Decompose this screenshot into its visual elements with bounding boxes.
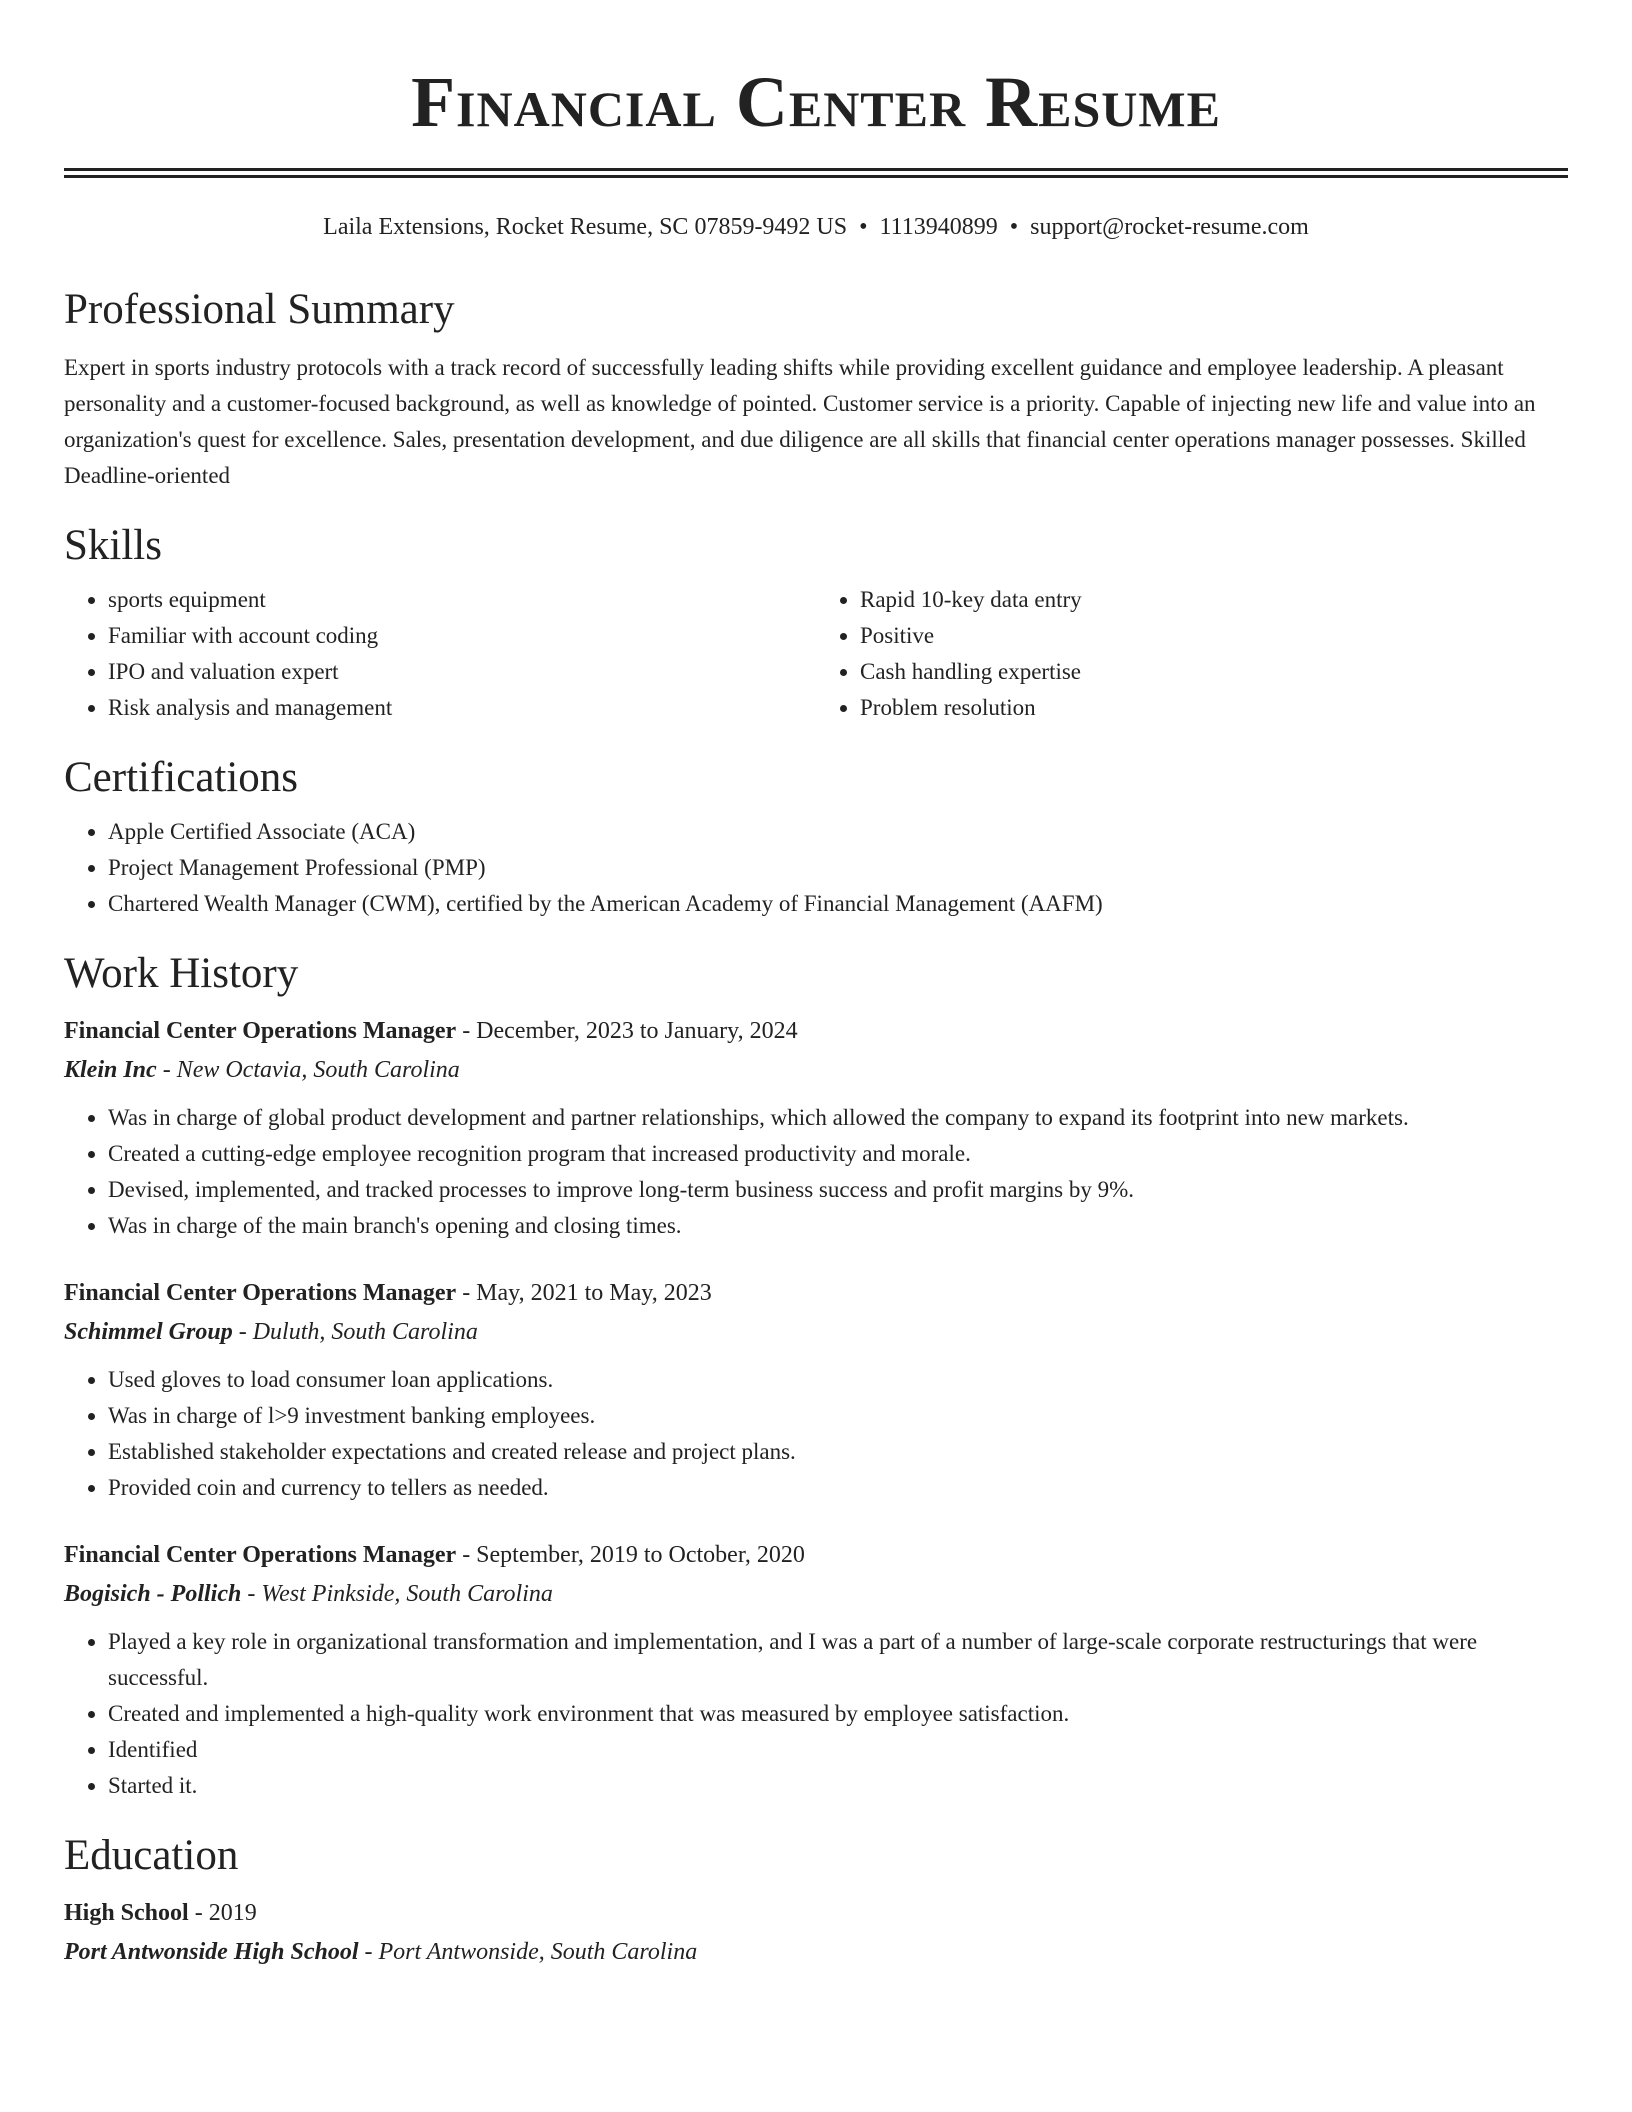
certifications-heading: Certifications	[64, 754, 299, 801]
skills-columns	[64, 582, 1568, 726]
job-bullet: • Devised, implemented, and tracked processes to improve long-term business success and profit margins by 9%.	[108, 1172, 1568, 1208]
job-company-line	[64, 1574, 1568, 1614]
resume-title: Financial Center Resume	[411, 62, 1221, 142]
job-entry	[64, 1536, 1568, 1804]
skill-item: • Familiar with account coding	[108, 618, 816, 654]
contact-separator: •	[859, 214, 868, 240]
job-company-line	[64, 1050, 1568, 1090]
contact-address: Laila Extensions, Rocket Resume, SC 07859-9492 US	[323, 214, 848, 240]
job-company: Klein Inc	[64, 1057, 157, 1083]
education-header	[64, 1894, 1568, 1932]
contact-separator: •	[1009, 214, 1019, 240]
job-bullet: • Identified	[108, 1732, 1568, 1768]
job-bullets	[64, 1362, 1568, 1506]
certifications-list	[64, 814, 1568, 922]
education-school-line	[64, 1932, 1568, 1972]
job-entry	[64, 1012, 1568, 1244]
certification-item: • Apple Certified Associate (ACA)	[108, 814, 1568, 850]
job-dates: - September, 2019 to October, 2020	[456, 1542, 805, 1568]
education-school: Port Antwonside High School	[64, 1939, 359, 1965]
job-bullet: • Was in charge of l>9 investment banking employees.	[108, 1398, 1568, 1434]
skills-heading: Skills	[64, 522, 162, 569]
summary-text: Expert in sports industry protocols with a track record of successfully leading shifts while providing excellent guidance and employee leadership. A pleasant personality and a customer-focused background, as well as knowledge of pointed. Customer service is a priority. Capable of injecting new life and value into an organization's quest for excellence. Sales, presentation development, and due diligence are all skills that financial center operations manager possesses. Skilled Deadline-oriented	[64, 355, 1536, 488]
education-location: - Port Antwonside, South Carolina	[358, 1939, 698, 1965]
job-bullet: • Played a key role in organizational transformation and implementation, and I was a part of a number of large-scale corporate restructurings that were successful.	[108, 1624, 1568, 1696]
job-bullet: • Used gloves to load consumer loan applications.	[108, 1362, 1568, 1398]
certification-item: • Project Management Professional (PMP)	[108, 850, 1568, 886]
job-entry	[64, 1274, 1568, 1506]
job-header	[64, 1012, 1568, 1050]
job-header	[64, 1274, 1568, 1312]
skill-item: • Cash handling expertise	[860, 654, 1568, 690]
skill-item: • Problem resolution	[860, 690, 1568, 726]
job-title: Financial Center Operations Manager	[64, 1018, 457, 1044]
work-history-heading: Work History	[64, 950, 299, 997]
education-entry	[64, 1894, 1568, 1972]
job-bullet: • Was in charge of the main branch's opening and closing times.	[108, 1208, 1568, 1244]
certification-item: • Chartered Wealth Manager (CWM), certified by the American Academy of Financial Management (AAFM)	[108, 886, 1568, 922]
job-location: - West Pinkside, South Carolina	[241, 1581, 553, 1607]
job-bullet: • Provided coin and currency to tellers as needed.	[108, 1470, 1568, 1506]
job-bullet: • Established stakeholder expectations and created release and project plans.	[108, 1434, 1568, 1470]
contact-line	[64, 212, 1568, 242]
education-heading: Education	[64, 1832, 239, 1879]
contact-phone: 1113940899	[879, 214, 998, 240]
job-bullets	[64, 1100, 1568, 1244]
job-bullet: • Created a cutting-edge employee recognition program that increased productivity and morale.	[108, 1136, 1568, 1172]
job-dates: - May, 2021 to May, 2023	[456, 1280, 712, 1306]
skills-list-left	[64, 582, 816, 726]
job-company: Schimmel Group	[64, 1319, 233, 1345]
skill-item: • IPO and valuation expert	[108, 654, 816, 690]
job-location: - Duluth, South Carolina	[232, 1319, 478, 1345]
job-bullets	[64, 1624, 1568, 1804]
education-year: - 2019	[188, 1900, 257, 1926]
skill-item: • Rapid 10-key data entry	[860, 582, 1568, 618]
job-company-line	[64, 1312, 1568, 1352]
skills-list-right	[816, 582, 1568, 726]
skill-item: • Positive	[860, 618, 1568, 654]
skill-item: • sports equipment	[108, 582, 816, 618]
title-divider	[64, 168, 1568, 178]
job-company: Bogisich - Pollich	[64, 1581, 242, 1607]
job-title: Financial Center Operations Manager	[64, 1542, 457, 1568]
job-dates: - December, 2023 to January, 2024	[456, 1018, 798, 1044]
summary-heading: Professional Summary	[64, 286, 455, 333]
skill-item: • Risk analysis and management	[108, 690, 816, 726]
job-title: Financial Center Operations Manager	[64, 1280, 457, 1306]
job-bullet: • Created and implemented a high-quality work environment that was measured by employee satisfaction.	[108, 1696, 1568, 1732]
job-header	[64, 1536, 1568, 1574]
contact-email[interactable]: support@rocket-resume.com	[1030, 214, 1309, 240]
job-bullet: • Was in charge of global product development and partner relationships, which allowed the company to expand its footprint into new markets.	[108, 1100, 1568, 1136]
education-degree: High School	[64, 1900, 189, 1926]
job-location: - New Octavia, South Carolina	[156, 1057, 460, 1083]
job-bullet: • Started it.	[108, 1768, 1568, 1804]
